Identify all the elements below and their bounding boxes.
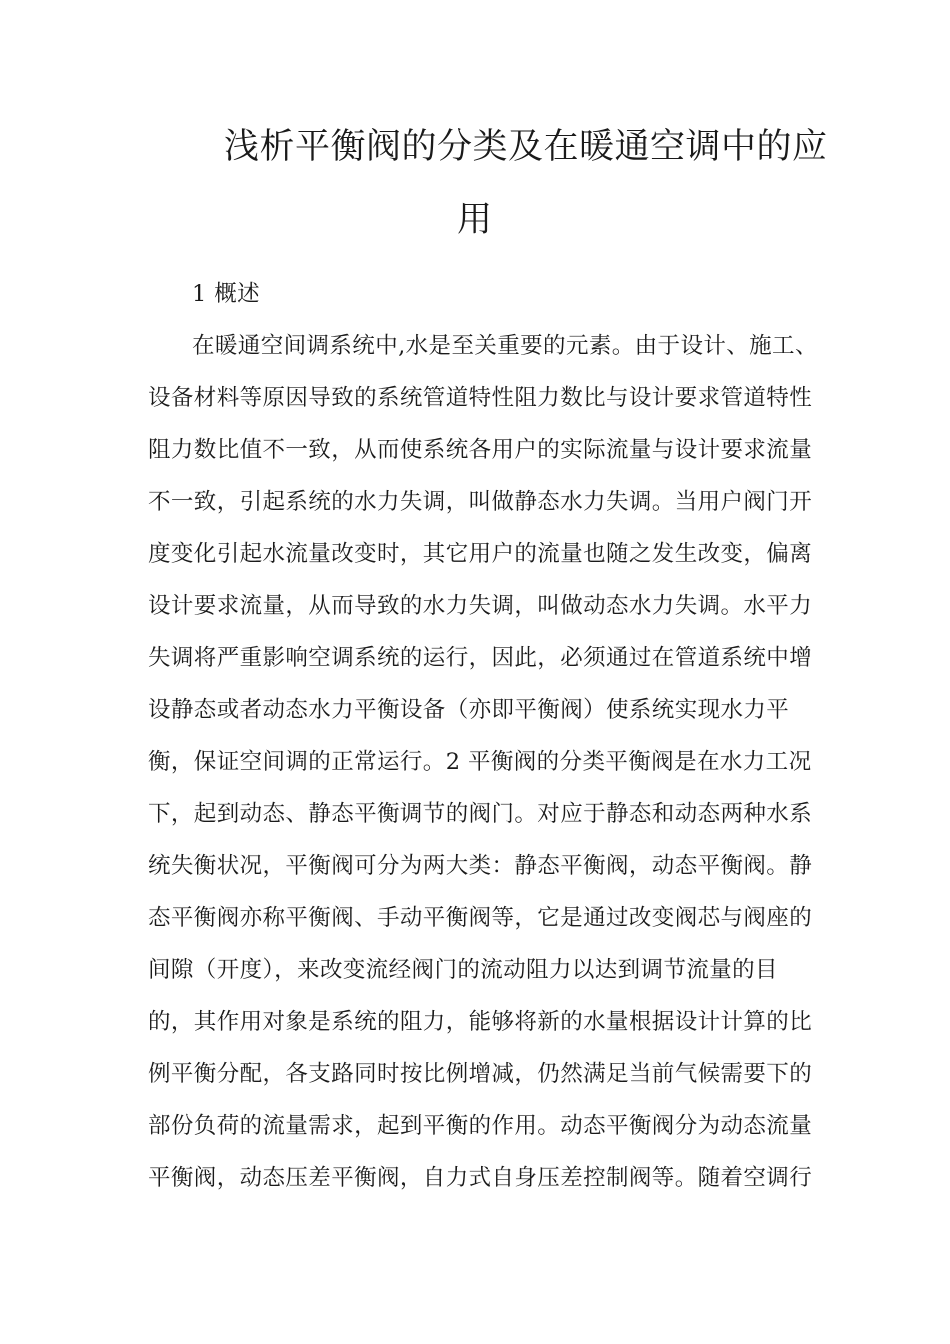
paragraph-line: 平衡阀，动态压差平衡阀，自力式自身压差控制阀等。随着空调行 [148,1165,813,1191]
section-heading: 1 概述 [192,281,261,307]
paragraph-line: 在暖通空间调系统中,水是至关重要的元素。由于设计、施工、 [192,333,818,359]
paragraph-line: 设计要求流量，从而导致的水力失调，叫做动态水力失调。水平力 [148,593,813,619]
paragraph-line: 失调将严重影响空调系统的运行，因此，必须通过在管道系统中增 [148,645,813,671]
paragraph-line: 阻力数比值不一致，从而使系统各用户的实际流量与设计要求流量 [148,437,813,463]
paragraph-line: 不一致，引起系统的水力失调，叫做静态水力失调。当用户阀门开 [148,489,813,515]
paragraph-line: 间隙（开度），来改变流经阀门的流动阻力以达到调节流量的目 [148,957,778,983]
paragraph-line: 例平衡分配，各支路同时按比例增减，仍然满足当前气候需要下的 [148,1061,813,1087]
paragraph-line: 的，其作用对象是系统的阻力，能够将新的水量根据设计计算的比 [148,1009,813,1035]
paragraph-line: 衡，保证空间调的正常运行。2 平衡阀的分类平衡阀是在水力工况 [148,749,812,775]
paragraph-line: 度变化引起水流量改变时，其它用户的流量也随之发生改变，偏离 [148,541,813,567]
paragraph-line: 下，起到动态、静态平衡调节的阀门。对应于静态和动态两种水系 [148,801,813,827]
paragraph-line: 统失衡状况，平衡阀可分为两大类：静态平衡阀，动态平衡阀。静 [148,853,813,879]
paragraph-line: 设静态或者动态水力平衡设备（亦即平衡阀）使系统实现水力平 [148,697,790,723]
document-title-line-2: 用 [457,200,493,240]
paragraph-line: 设备材料等原因导致的系统管道特性阻力数比与设计要求管道特性 [148,385,813,411]
paragraph-line: 部份负荷的流量需求，起到平衡的作用。动态平衡阀分为动态流量 [148,1113,813,1139]
document-title-line-1: 浅析平衡阀的分类及在暖通空调中的应 [224,127,828,167]
paragraph-line: 态平衡阀亦称平衡阀、手动平衡阀等，它是通过改变阀芯与阀座的 [148,905,813,931]
